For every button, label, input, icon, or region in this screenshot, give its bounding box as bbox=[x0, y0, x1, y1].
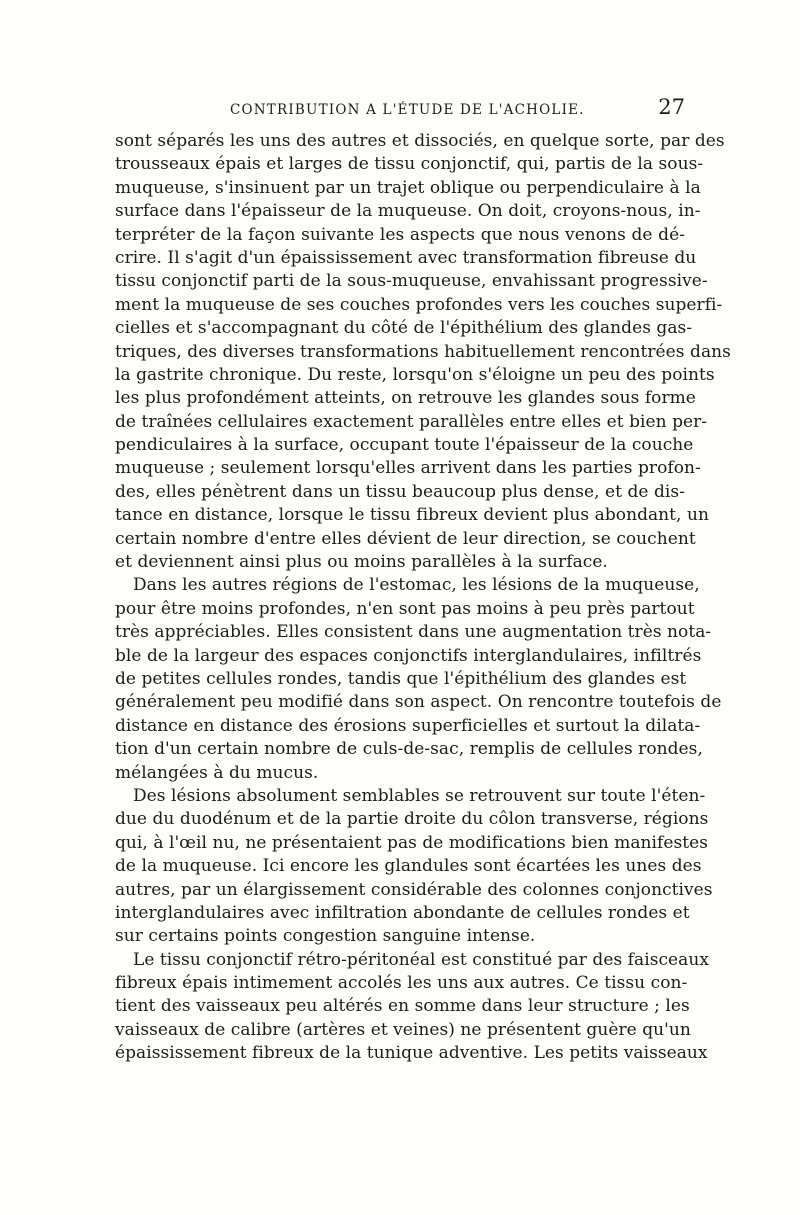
running-head bbox=[115, 95, 685, 125]
text-line: qui, à l'œil nu, ne présentaient pas de modifications bien manifestes bbox=[115, 832, 709, 853]
text-line: la gastrite chronique. Du reste, lorsqu'on s'éloigne un peu des points bbox=[115, 364, 715, 385]
text-line: et deviennent ainsi plus ou moins parallèles à la surface. bbox=[115, 552, 608, 573]
text-line: sur certains points congestion sanguine intense. bbox=[115, 926, 536, 947]
paragraph bbox=[115, 574, 722, 785]
text-line: fibreux épais intimement accolés les uns aux autres. Ce tissu con- bbox=[115, 973, 688, 994]
text-line: muqueuse, s'insinuent par un trajet oblique ou perpendiculaire à la bbox=[115, 177, 701, 198]
text-line: autres, par un élargissement considérable des colonnes conjonctives bbox=[115, 879, 713, 900]
text-line: tion d'un certain nombre de culs-de-sac, remplis de cellules rondes, bbox=[115, 739, 703, 760]
text-line: Des lésions absolument semblables se retrouvent sur toute l'éten- bbox=[133, 785, 706, 806]
text-line: mélangées à du mucus. bbox=[115, 762, 319, 783]
text-line: ment la muqueuse de ses couches profondes vers les couches superfi- bbox=[115, 294, 723, 315]
page-number: 27 bbox=[658, 95, 685, 119]
text-line: crire. Il s'agit d'un épaississement avec transformation fibreuse du bbox=[115, 247, 697, 268]
body-text bbox=[115, 130, 731, 1066]
text-line: de petites cellules rondes, tandis que l'épithélium des glandes est bbox=[115, 668, 687, 689]
text-line: vaisseaux de calibre (artères et veines) ne présentent guère qu'un bbox=[115, 1019, 691, 1040]
text-line: interglandulaires avec infiltration abondante de cellules rondes et bbox=[115, 902, 690, 923]
paragraph bbox=[115, 785, 713, 949]
text-line: pour être moins profondes, n'en sont pas moins à peu près partout bbox=[115, 598, 695, 619]
text-line: généralement peu modifié dans son aspect. On rencontre toutefois de bbox=[115, 692, 722, 713]
text-line: tance en distance, lorsque le tissu fibreux devient plus abondant, un bbox=[115, 505, 709, 526]
text-line: trousseaux épais et larges de tissu conjonctif, qui, partis de la sous- bbox=[115, 154, 704, 175]
paragraph bbox=[115, 130, 731, 574]
text-line: des, elles pénètrent dans un tissu beaucoup plus dense, et de dis- bbox=[115, 481, 685, 502]
text-line: certain nombre d'entre elles dévient de leur direction, se couchent bbox=[115, 528, 696, 549]
text-line: cielles et s'accompagnant du côté de l'épithélium des glandes gas- bbox=[115, 318, 693, 339]
text-line: sont séparés les uns des autres et dissociés, en quelque sorte, par des bbox=[115, 131, 725, 151]
text-line: de traînées cellulaires exactement parallèles entre elles et bien per- bbox=[115, 411, 708, 432]
text-line: tissu conjonctif parti de la sous-muqueuse, envahissant progressive- bbox=[115, 271, 708, 292]
running-title: CONTRIBUTION A L'ÉTUDE DE L'ACHOLIE. bbox=[230, 102, 585, 118]
text-line: de la muqueuse. Ici encore les glandules sont écartées les unes des bbox=[115, 856, 702, 877]
text-line: épaississement fibreux de la tunique adventive. Les petits vaisseaux bbox=[115, 1043, 708, 1064]
text-line: terpréter de la façon suivante les aspects que nous venons de dé- bbox=[115, 224, 685, 245]
text-line: due du duodénum et de la partie droite du côlon transverse, régions bbox=[115, 809, 709, 830]
text-line: ble de la largeur des espaces conjonctifs interglandulaires, infiltrés bbox=[115, 645, 702, 666]
paragraph bbox=[115, 949, 709, 1066]
text-line: surface dans l'épaisseur de la muqueuse. On doit, croyons-nous, in- bbox=[115, 201, 701, 222]
text-line: distance en distance des érosions superficielles et surtout la dilata- bbox=[115, 715, 701, 736]
text-line: muqueuse ; seulement lorsqu'elles arrivent dans les parties profon- bbox=[115, 458, 701, 479]
text-line: Le tissu conjonctif rétro-péritonéal est constitué par des faisceaux bbox=[133, 949, 709, 970]
text-line: pendiculaires à la surface, occupant toute l'épaisseur de la couche bbox=[115, 435, 694, 456]
text-line: les plus profondément atteints, on retrouve les glandes sous forme bbox=[115, 388, 696, 409]
text-line: Dans les autres régions de l'estomac, les lésions de la muqueuse, bbox=[133, 575, 700, 596]
text-line: tient des vaisseaux peu altérés en somme dans leur structure ; les bbox=[115, 996, 690, 1017]
text-line: triques, des diverses transformations habituellement rencontrées dans bbox=[115, 341, 731, 362]
text-line: très appréciables. Elles consistent dans une augmentation très nota- bbox=[115, 622, 712, 643]
